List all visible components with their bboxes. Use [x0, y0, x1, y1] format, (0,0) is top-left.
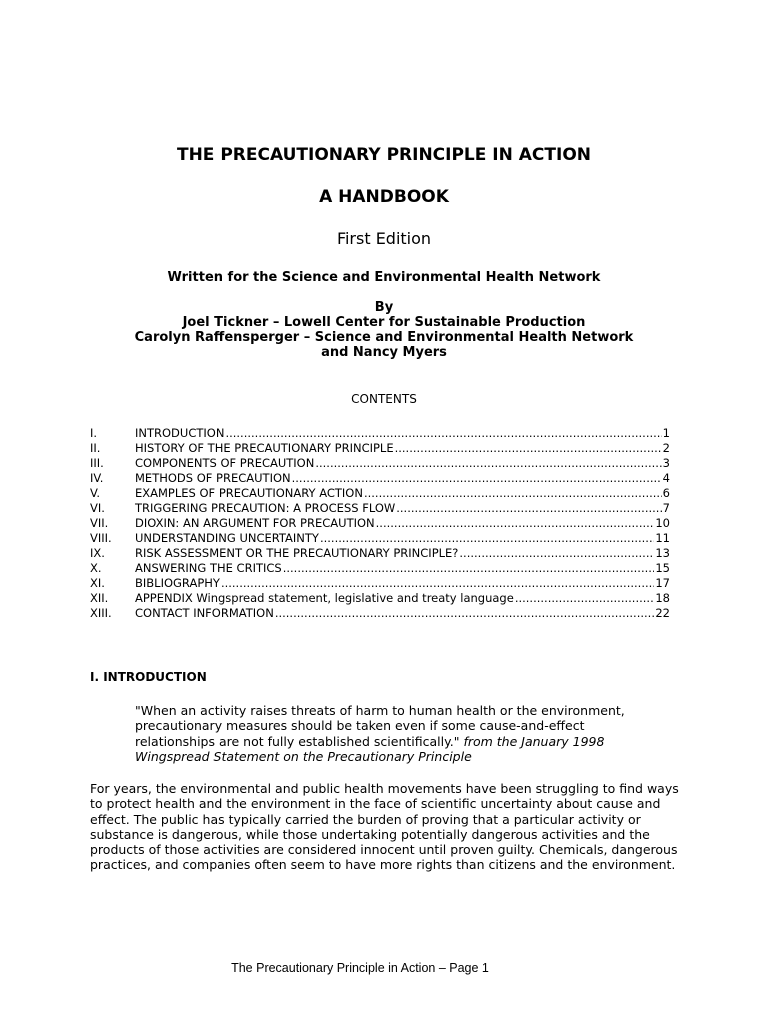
toc-dot-leader — [376, 516, 655, 531]
toc-dot-leader — [459, 546, 654, 561]
toc-title: DIOXIN: AN ARGUMENT FOR PRECAUTION — [135, 516, 375, 530]
toc-entry[interactable] — [90, 441, 670, 456]
toc-entry[interactable] — [90, 576, 670, 591]
toc-dot-leader — [292, 471, 662, 486]
author-line: Carolyn Raffensperger – Science and Environmental Health Network — [134, 330, 634, 345]
toc-dot-leader — [283, 561, 655, 576]
table-of-contents — [90, 426, 670, 621]
toc-number: XI. — [90, 576, 105, 590]
author-line: Joel Tickner – Lowell Center for Sustainable Production — [182, 315, 586, 330]
toc-dot-leader — [225, 426, 661, 441]
toc-entry[interactable] — [90, 516, 670, 531]
toc-title: HISTORY OF THE PRECAUTIONARY PRINCIPLE — [135, 441, 394, 455]
by-label: By — [374, 300, 394, 315]
contents-heading: CONTENTS — [351, 392, 417, 406]
toc-title: TRIGGERING PRECAUTION: A PROCESS FLOW — [135, 501, 396, 515]
toc-entry[interactable] — [90, 561, 670, 576]
toc-entry[interactable] — [90, 501, 670, 516]
quote-source: from the January 1998 Wingspread Statement on the Precautionary Principle — [135, 733, 605, 764]
toc-title: UNDERSTANDING UNCERTAINTY — [135, 531, 319, 545]
toc-entry[interactable] — [90, 531, 670, 546]
toc-number: X. — [90, 561, 102, 575]
toc-dot-leader — [315, 456, 661, 471]
toc-number: VI. — [90, 501, 105, 515]
toc-page-number: 6 — [662, 486, 670, 500]
toc-entry[interactable] — [90, 546, 670, 561]
toc-title: BIBLIOGRAPHY — [135, 576, 220, 590]
toc-number: VIII. — [90, 531, 112, 545]
toc-page-number: 11 — [655, 531, 670, 545]
document-subtitle: A HANDBOOK — [319, 187, 449, 207]
toc-title: APPENDIX Wingspread statement, legislative and treaty language — [135, 591, 514, 605]
toc-number: I. — [90, 426, 98, 440]
authors-block — [0, 300, 768, 360]
toc-title: ANSWERING THE CRITICS — [135, 561, 282, 575]
toc-page-number: 13 — [655, 546, 670, 560]
toc-entry[interactable] — [90, 471, 670, 486]
wingspread-quote — [135, 703, 655, 764]
toc-entry[interactable] — [90, 426, 670, 441]
toc-dot-leader — [320, 531, 654, 546]
toc-entry[interactable] — [90, 456, 670, 471]
toc-title: METHODS OF PRECAUTION — [135, 471, 291, 485]
toc-number: VII. — [90, 516, 109, 530]
toc-dot-leader — [396, 501, 661, 516]
quote-text: "When an activity raises threats of harm to human health or the environment, precautionary measures should be taken even if some cause-and-effect relationships are not fully established scientifically." — [135, 703, 625, 749]
toc-number: V. — [90, 486, 101, 500]
toc-page-number: 15 — [655, 561, 670, 575]
toc-dot-leader — [515, 591, 655, 606]
toc-number: IX. — [90, 546, 105, 560]
toc-dot-leader — [275, 606, 655, 621]
toc-number: XIII. — [90, 606, 112, 620]
toc-page-number: 7 — [662, 501, 670, 515]
author-line: and Nancy Myers — [321, 345, 447, 360]
toc-page-number: 22 — [655, 606, 670, 620]
toc-page-number: 4 — [662, 471, 670, 485]
toc-page-number: 17 — [655, 576, 670, 590]
toc-dot-leader — [221, 576, 654, 591]
document-title: THE PRECAUTIONARY PRINCIPLE IN ACTION — [176, 145, 591, 165]
introduction-paragraph: For years, the environmental and public health movements have been struggling to find ways to protect health and the environment in the face of scientific uncertainty about cause and effect. The public has typically carried the burden of proving that a particular activity or substance is dangerous, while those undertaking potentially dangerous activities and the products of those activities are considered innocent until proven guilty. Chemicals, dangerous practices, and companies often seem to have more rights than citizens and the environment. — [90, 781, 679, 873]
toc-title: RISK ASSESSMENT OR THE PRECAUTIONARY PRINCIPLE? — [135, 546, 459, 560]
toc-page-number: 18 — [655, 591, 670, 605]
written-for-line: Written for the Science and Environmental Health Network — [167, 270, 601, 285]
toc-number: III. — [90, 456, 104, 470]
toc-number: II. — [90, 441, 101, 455]
page-footer: The Precautionary Principle in Action – Page 1 — [231, 961, 489, 975]
toc-entry[interactable] — [90, 486, 670, 501]
toc-page-number: 10 — [655, 516, 670, 530]
toc-title: CONTACT INFORMATION — [135, 606, 274, 620]
toc-dot-leader — [364, 486, 662, 501]
toc-number: IV. — [90, 471, 104, 485]
toc-entry[interactable] — [90, 606, 670, 621]
toc-title: COMPONENTS OF PRECAUTION — [135, 456, 315, 470]
toc-dot-leader — [395, 441, 662, 456]
toc-title: EXAMPLES OF PRECAUTIONARY ACTION — [135, 486, 363, 500]
toc-entry[interactable] — [90, 591, 670, 606]
toc-title: INTRODUCTION — [135, 426, 225, 440]
toc-number: XII. — [90, 591, 109, 605]
toc-page-number: 1 — [662, 426, 670, 440]
introduction-heading: I. INTRODUCTION — [90, 670, 207, 684]
toc-page-number: 2 — [662, 441, 670, 455]
edition-label: First Edition — [336, 229, 432, 248]
toc-page-number: 3 — [662, 456, 670, 470]
